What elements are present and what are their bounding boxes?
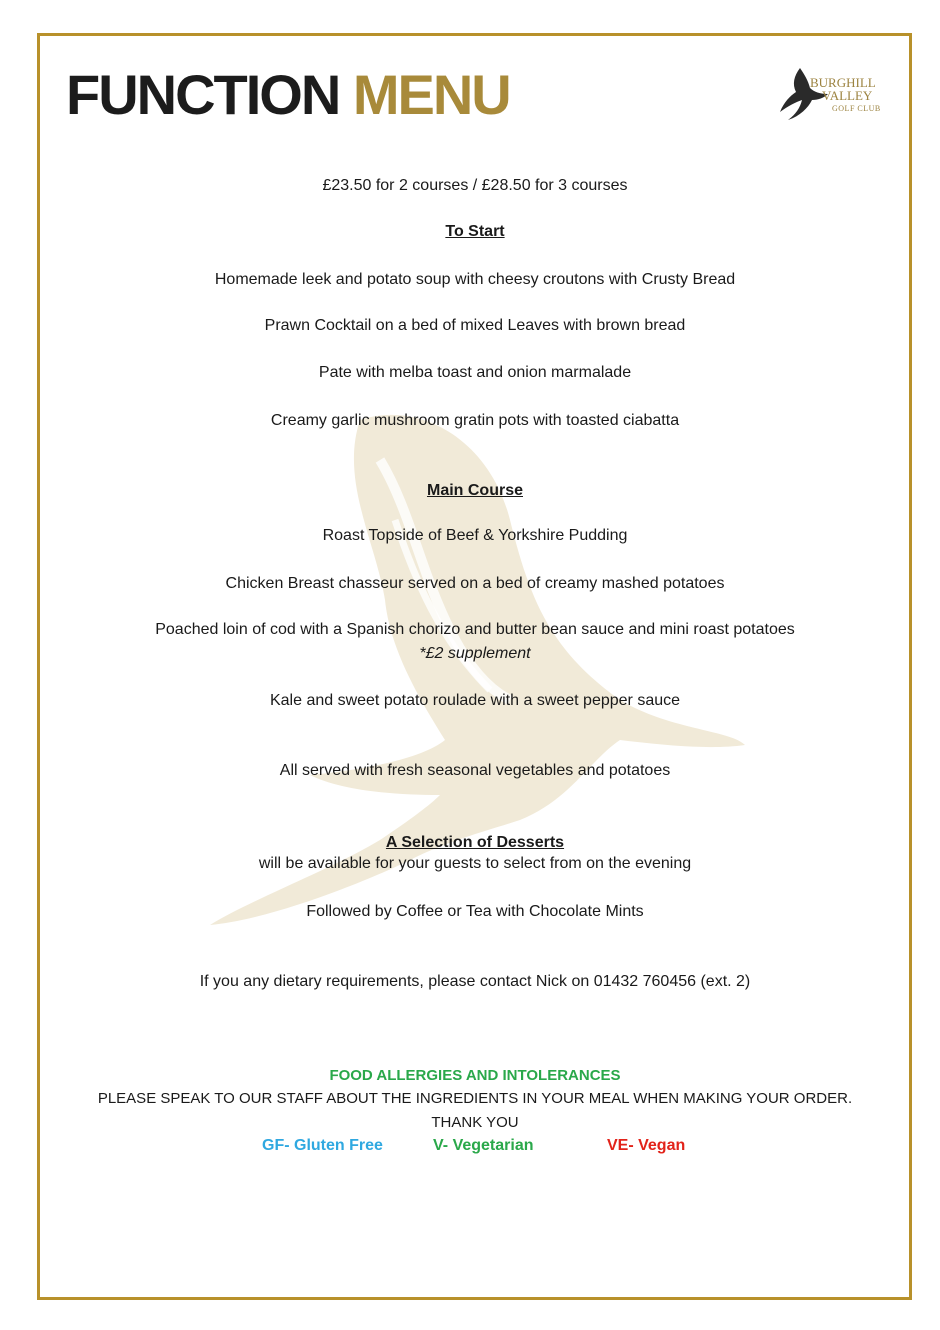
dietary-contact: If you any dietary requirements, please contact Nick on 01432 760456 (ext. 2) [199, 973, 751, 990]
logo-line1: BURGHILL [810, 75, 876, 90]
title-word-function: FUNCTION [66, 63, 340, 126]
logo-line3: GOLF CLUB [832, 104, 881, 113]
legend-vegan: VE- Vegan [607, 1137, 686, 1154]
main-item: Chicken Breast chasseur served on a bed of creamy mashed potatoes [225, 575, 725, 592]
price-line: £23.50 for 2 courses / £28.50 for 3 courses [322, 177, 628, 194]
starter-item: Homemade leek and potato soup with cheesy croutons with Crusty Bread [214, 271, 736, 288]
allergies-thanks: THANK YOU [431, 1114, 519, 1131]
main-item: Kale and sweet potato roulade with a sweet pepper sauce [269, 692, 681, 709]
desserts-note: will be available for your guests to select from on the evening [258, 855, 692, 872]
starter-item: Pate with melba toast and onion marmalade [318, 364, 632, 381]
page-title [66, 62, 510, 128]
main-item: Poached loin of cod with a Spanish chorizo and butter bean sauce and mini roast potatoes [155, 621, 795, 638]
title-word-menu: MENU [352, 63, 510, 126]
starter-item: Creamy garlic mushroom gratin pots with toasted ciabatta [270, 412, 680, 429]
allergies-title: FOOD ALLERGIES AND INTOLERANCES [329, 1067, 621, 1084]
desserts-heading: A Selection of Desserts [385, 834, 565, 851]
club-logo [810, 76, 881, 115]
legend-vegetarian: V- Vegetarian [433, 1137, 534, 1154]
logo-line2: VALLEY [822, 88, 873, 103]
supplement-note: *£2 supplement [419, 645, 531, 662]
coffee-note: Followed by Coffee or Tea with Chocolate Mints [306, 903, 644, 920]
mains-heading: Main Course [426, 482, 523, 499]
served-with-note: All served with fresh seasonal vegetables and potatoes [279, 762, 671, 779]
starters-heading: To Start [445, 223, 505, 240]
main-item: Roast Topside of Beef & Yorkshire Pudding [322, 527, 628, 544]
legend-gluten-free: GF- Gluten Free [262, 1137, 383, 1154]
starter-item: Prawn Cocktail on a bed of mixed Leaves with brown bread [264, 317, 686, 334]
allergies-text: PLEASE SPEAK TO OUR STAFF ABOUT THE INGREDIENTS IN YOUR MEAL WHEN MAKING YOUR ORDER. [97, 1090, 853, 1107]
